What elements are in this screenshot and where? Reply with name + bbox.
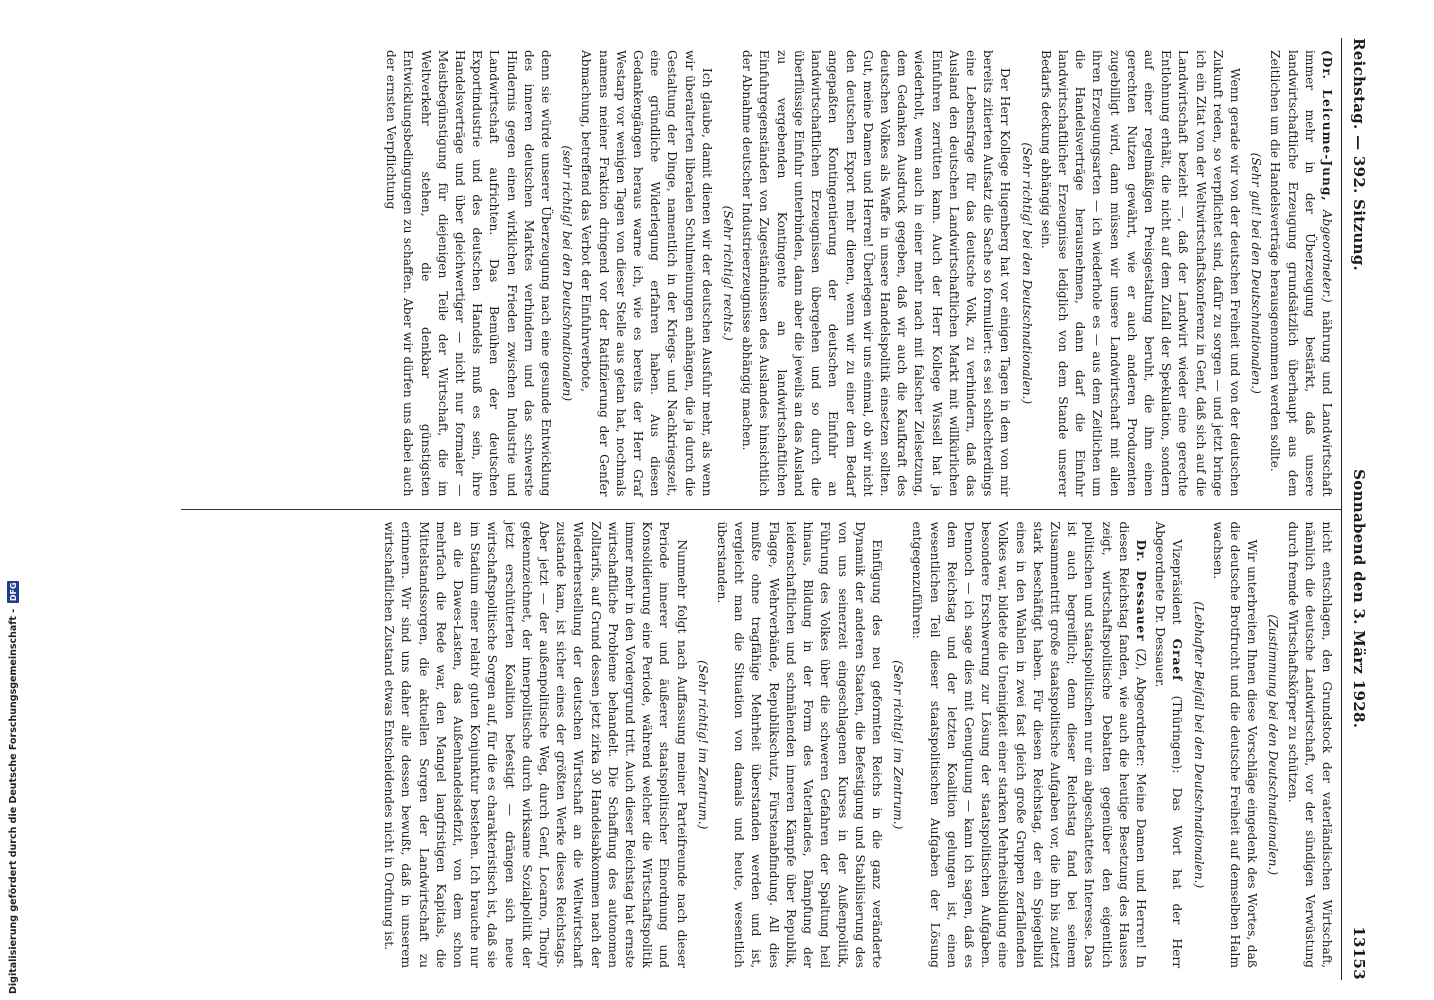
document-page: [164, 0, 1374, 990]
header-date: Sonnabend den 3. März 1928.: [1350, 469, 1368, 729]
remark: (Sehr richtig! im Zentrum.): [695, 660, 710, 830]
paragraph-text: nährung und Landwirtschaft immer mehr in der Überzeugung bestärkt, daß unsere landwirtschaftliche Erzeugung grundsätzlich überhaupt aus dem Zeitlichen um die Handelsverträge herausgenommen werden sollte.: [1268, 50, 1334, 497]
paragraph: Einfügung des neu geformten Reichs in die ganz veränderte Dynamik der anderen Staaten, die Befestigung und Stabilisierung des von uns seinerzeit eingeschlagenen Kurses in der Außenpolitik, Führung des Volkes über die schweren Gefahren der Spaltung heil hinaus, Bildung in der Form des Vaterlandes, Dämpfung der leidenschaftlichen und schmähenden inneren Kämpfe über Republik, Flagge, Wehrverbände, Republikschutz, Fürstenabfindung. All dies mußte ohne tragfähige Mehrheit überstanden werden und ist, vergleicht man die Situation von damals und heute, wesentlich überstanden.: [715, 521, 884, 968]
paragraph: Nunmehr folgt nach Auffassung meiner Parteifreunde nach dieser Periode innerer und äußerer staatspolitischer Einordnung und Konsolidierung eine Periode, während welcher die Wirtschaftspolitik immer mehr in den Vordergrund tritt. Auch dieser Reichstag hat ernste wirtschaftliche Probleme behandelt. Die Schaffung des autonomen Zolltarifs, auf Grund dessen jetzt zirka 30 Handelsabkommen nach der Wiederherstellung der deutschen Wirtschaft an die Weltwirtschaft zustande kam, ist sicher eines der größten Werke dieses Reichstags. Aber jetzt — der außenpolitische Weg, durch Genf, Locarno, Thoiry gekennzeichnet, der innerpolitische durch wirksame Sozialpolitik der jetzt erschütterten Koalition befestigt — drängen sich neue wirtschaftspolitische Sorgen auf, für die es charakteristisch ist, daß sie im Stadium einer relativ guten Konjunktur bestehen. Ich brauche nur an die Dawes-Lasten, das Außenhandelsdefizit, von dem schon mehrfach die Rede war, den Mangel langfristigen Kapitals, die Mittelstandssorgen, die aktuellen Sorgen der Landwirtschaft zu erinnern. Wir sind uns daher alle dessen bewußt, daß in unserem wirtschaftlichen Zustand etwas Entscheidendes nicht in Ordnung ist.: [382, 521, 689, 968]
remark: (Zustimmung bei den Deutschnationalen.): [1266, 614, 1281, 876]
remark: (sehr richtig! bei den Deutschnationalen): [560, 145, 575, 402]
remark: (Sehr richtig! rechts.): [721, 205, 736, 341]
paragraph: Wir unterbreiten Ihnen diese Vorschläge eingedenk des Wortes, daß die deutsche Brotfrucht und die deutsche Freiheit auf demselben Halm wachsen.: [1210, 521, 1260, 968]
header-left: Reichstag. — 392. Sitzung.: [1350, 38, 1368, 272]
remark: (Sehr richtig! im Zentrum.): [891, 660, 906, 830]
page-number: 13153: [1350, 926, 1368, 980]
paragraph-text: (Z), Abgeordneter: Meine Damen und Herren! In diesen Reichstag fanden, wie auch die heutige Besetzung des Hauses zeigt, wirtschaftspolitische Debatten gegenüber den eigentlich politischen und staatspolitischen nur ein abgeschattetes Interesse. Das ist auch begreiflich; denn dieser Reichstag fand bei seinem Zusammentritt große staatspolitische Aufgaben vor, die ihn bis zuletzt stark beschäftigt haben. Für diesen Reichstag, der ein Spiegelbild eines in den Wahlen in zwei fast gleich große Gruppen zerfallenden Volkes war, bildete die Uneinigkeit einer starken Mehrheitsbildung eine besondere Erschwerung zur Lösung der staatspolitischen Aufgaben. Dennoch — ich sage dies mit Genugtuung — kann ich sagen, daß es dem Reichstag und der letzten Koalition gelungen ist, einen wesentlichen Teil dieser staatspolitischen Aufgaben der Lösung entgegenzuführen:: [910, 521, 1148, 968]
speaker-name: Dr. Dessauer: [1133, 539, 1148, 642]
page-area: [28, 0, 1434, 1000]
paragraph: [1266, 50, 1335, 497]
remark: (Sehr richtig! bei den Deutschnationalen.): [1019, 142, 1034, 405]
speaker-name: Graef: [1170, 638, 1185, 682]
text-columns: [181, 38, 1341, 980]
paragraph: nicht entschlagen, den Grundstock der vaterländischen Wirtschaft, nämlich die deutsche Landwirtschaft, vor der sündigen Verwüstung durch fremde Wirtschaftskörper zu schützen.: [1285, 521, 1334, 968]
paragraph: denn sie würde unserer Überzeugung nach eine gesunde Entwicklung des inneren deutschen Marktes verhindern und das schwerste Hindernis gegen einen wirklichen Frieden zwischen Industrie und Landwirtschaft aufrichten. Das Bemühen der deutschen Exportindustrie und des deutschen Handels muß es sein, ihre Handelsverträge und über gleichwertiger — nicht nur formaler — Meistbegünstigung für diejenigen Teile der Wirtschaft, die im Weltverkehr stehen, die denkbar günstigsten Entwicklungsbedingungen zu schaffen. Aber wir dürfen uns dabei auch der ernsten Verpflichtung: [384, 50, 554, 497]
remark: (Sehr gut! bei den Deutschnationalen.): [1249, 152, 1264, 394]
paragraph: [908, 522, 1149, 969]
footer-text: Digitalisierung gefördert durch die Deutsche Forschungsgemeinschaft -: [7, 608, 19, 994]
paragraph-text: (Thüringen): Das Wort hat der Herr Abgeordnete Dr. Dessauer.: [1153, 521, 1185, 969]
dfg-logo: DFG: [8, 582, 18, 602]
footer-strip: [0, 0, 26, 1000]
paragraph: Wenn gerade wir von der deutschen Freiheit und von der deutschen Zukunft reden, so verpflichtet sind, dafür zu sorgen — und jetzt bringe ich ein Zitat von der Weltwirtschaftskonferenz in Genf, daß sich auf die Landwirtschaft bezieht —, daß der Landwirt wieder eine gerechte Entlohnung erhält, die nicht auf dem Zufall der Spekulation, sondern auf einer regelmäßigen Preisgestaltung beruht, die ihm einen gerechten Nutzen gewährt, wie er auch anderen Produzenten zugebilligt wird, dann müssen wir unsere Landwirtschaft mit allen ihren Erzeugungsarten — ich wiederhole es — aus dem Zeitlichen um die Handelsverträge herausnehmen, dann darf die Einfuhr landwirtschaftlicher Erzeugnisse lediglich von dem Stande unserer Bedarfs deckung abhängig sein.: [1038, 50, 1242, 497]
left-column: [181, 38, 1341, 509]
speaker-role: Abgeordneter.): [1320, 209, 1334, 303]
footer: [6, 581, 20, 994]
speaker-name: (Dr. Leicume-Jung,: [1320, 50, 1334, 202]
paragraph: Der Herr Kollege Hugenberg hat vor einigen Tagen in dem von mir bereits zitierten Aufsatz die Sache so formuliert: es sei schlechterdings eine Lebensfrage für das deutsche Volk, zu verhindern, daß das Ausland den deutschen Landwirtschaftlichen Markt mit willkürlichen Einfuhren zerrütten kann. Auch der Herr Kollege Wissell hat ja wiederholt, wenn auch in einer mehr nach mit falscher Zielsetzung, dem Gedanken Ausdruck gegeben, daß wir auch die Kaufkraft des deutschen Volkes als Waffe in unsere Handelspolitik einsetzen sollten. Gut, meine Damen und Herren! Überlegen wir uns einmal, ob wir nicht den deutschen Export mehr dienen, wenn wir zu einer dem Bedarf angepaßten Kontingentierung der deutschen Einfuhr an landwirtschaftlichen Erzeugnissen übergehen und so durch die überflüssige Einfuhr unterbinden, dann aber die jeweils an das Ausland zu vergebenden Kontingente an landwirtschaftlichen Einfuhrgegenständen von Zugeständnissen des Auslandes hinsichtlich der Abnahme deutscher Industrieerzeugnisse abhängig machen.: [740, 50, 1013, 497]
remark: (Lebhafter Beifall bei den Deutschnationalen.): [1191, 601, 1206, 889]
right-column: [181, 509, 1341, 981]
speaker-title: Vizepräsident: [1170, 539, 1185, 625]
paragraph: Ich glaube, damit dienen wir der deutschen Ausfuhr mehr, als wenn wir überalterten liberalen Schulmeinungen anhängen, die ja durch die Gestaltung der Dinge, namentlich in der Kriegs- und Nachkriegszeit, eine gründliche Widerlegung erfahren haben. Aus diesen Gedankengängen heraus warne ich, wie es bereits der Herr Graf Westarp vor wenigen Tagen von dieser Stelle aus getan hat, nochmals namens meiner Fraktion dringend vor der Ratifizierung der Genfer Abmachung, betreffend das Verbot der Einfuhrverbote,: [579, 50, 714, 497]
paragraph: [1151, 522, 1185, 969]
page-header: [1341, 38, 1368, 980]
